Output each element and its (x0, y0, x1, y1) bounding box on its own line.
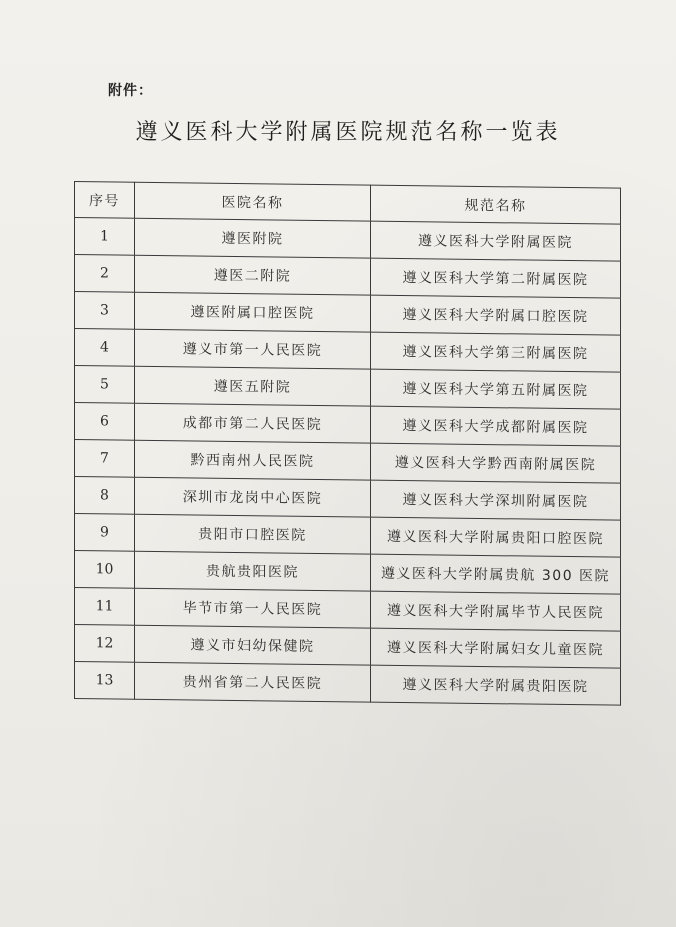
standard-name-cell: 遵义医科大学附属贵航 300 医院 (371, 554, 621, 594)
row-number: 11 (75, 588, 135, 626)
hospital-name-cell: 遵医五附院 (135, 366, 371, 406)
hospital-name-cell: 黔西南州人民医院 (135, 440, 371, 480)
row-number: 8 (75, 477, 135, 515)
hospital-name-cell: 遵医附院 (135, 218, 371, 258)
attachment-label: 附件： (108, 83, 153, 99)
hospital-name-cell: 遵医附属口腔医院 (135, 292, 371, 332)
row-number: 1 (75, 218, 135, 256)
standard-name-cell: 遵义医科大学成都附属医院 (371, 406, 621, 446)
standard-name-cell: 遵义医科大学黔西南附属医院 (371, 443, 621, 483)
hospital-name-cell: 贵阳市口腔医院 (135, 514, 371, 554)
standard-name-cell: 遵义医科大学附属妇女儿童医院 (371, 628, 621, 668)
row-number: 7 (75, 440, 135, 478)
hospital-name-cell: 遵医二附院 (135, 255, 371, 295)
hospital-name-cell: 毕节市第一人民医院 (135, 588, 371, 628)
column-header-hospital-name: 医院名称 (135, 182, 371, 221)
row-number: 12 (75, 625, 135, 663)
standard-name-cell: 遵义医科大学深圳附属医院 (371, 480, 621, 520)
row-number: 4 (75, 329, 135, 367)
row-number: 9 (75, 514, 135, 552)
hospital-name-cell: 遵义市妇幼保健院 (135, 625, 371, 665)
standard-name-cell: 遵义医科大学附属医院 (371, 221, 621, 261)
row-number: 10 (75, 551, 135, 589)
table-body (75, 218, 621, 706)
hospital-name-cell: 深圳市龙岗中心医院 (135, 477, 371, 517)
row-number: 5 (75, 366, 135, 404)
page-title: 遵义医科大学附属医院规范名称一览表 (135, 120, 561, 145)
hospital-name-table-container (74, 181, 620, 706)
hospital-name-cell: 贵航贵阳医院 (135, 551, 371, 591)
hospital-name-cell: 贵州省第二人民医院 (135, 662, 371, 702)
column-header-number: 序号 (75, 182, 135, 219)
standard-name-cell: 遵义医科大学附属贵阳医院 (371, 665, 621, 705)
row-number: 6 (75, 403, 135, 441)
hospital-name-cell: 成都市第二人民医院 (135, 403, 371, 443)
row-number: 13 (75, 662, 135, 700)
standard-name-cell: 遵义医科大学附属毕节人民医院 (371, 591, 621, 631)
row-number: 3 (75, 292, 135, 330)
hospital-name-cell: 遵义市第一人民医院 (135, 329, 371, 369)
standard-name-cell: 遵义医科大学第二附属医院 (371, 258, 621, 298)
table-row (75, 662, 621, 706)
standard-name-cell: 遵义医科大学附属口腔医院 (371, 295, 621, 335)
standard-name-cell: 遵义医科大学附属贵阳口腔医院 (371, 517, 621, 557)
column-header-standard-name: 规范名称 (371, 185, 621, 224)
standard-name-cell: 遵义医科大学第五附属医院 (371, 369, 621, 409)
hospital-name-table (74, 181, 621, 706)
standard-name-cell: 遵义医科大学第三附属医院 (371, 332, 621, 372)
row-number: 2 (75, 255, 135, 293)
